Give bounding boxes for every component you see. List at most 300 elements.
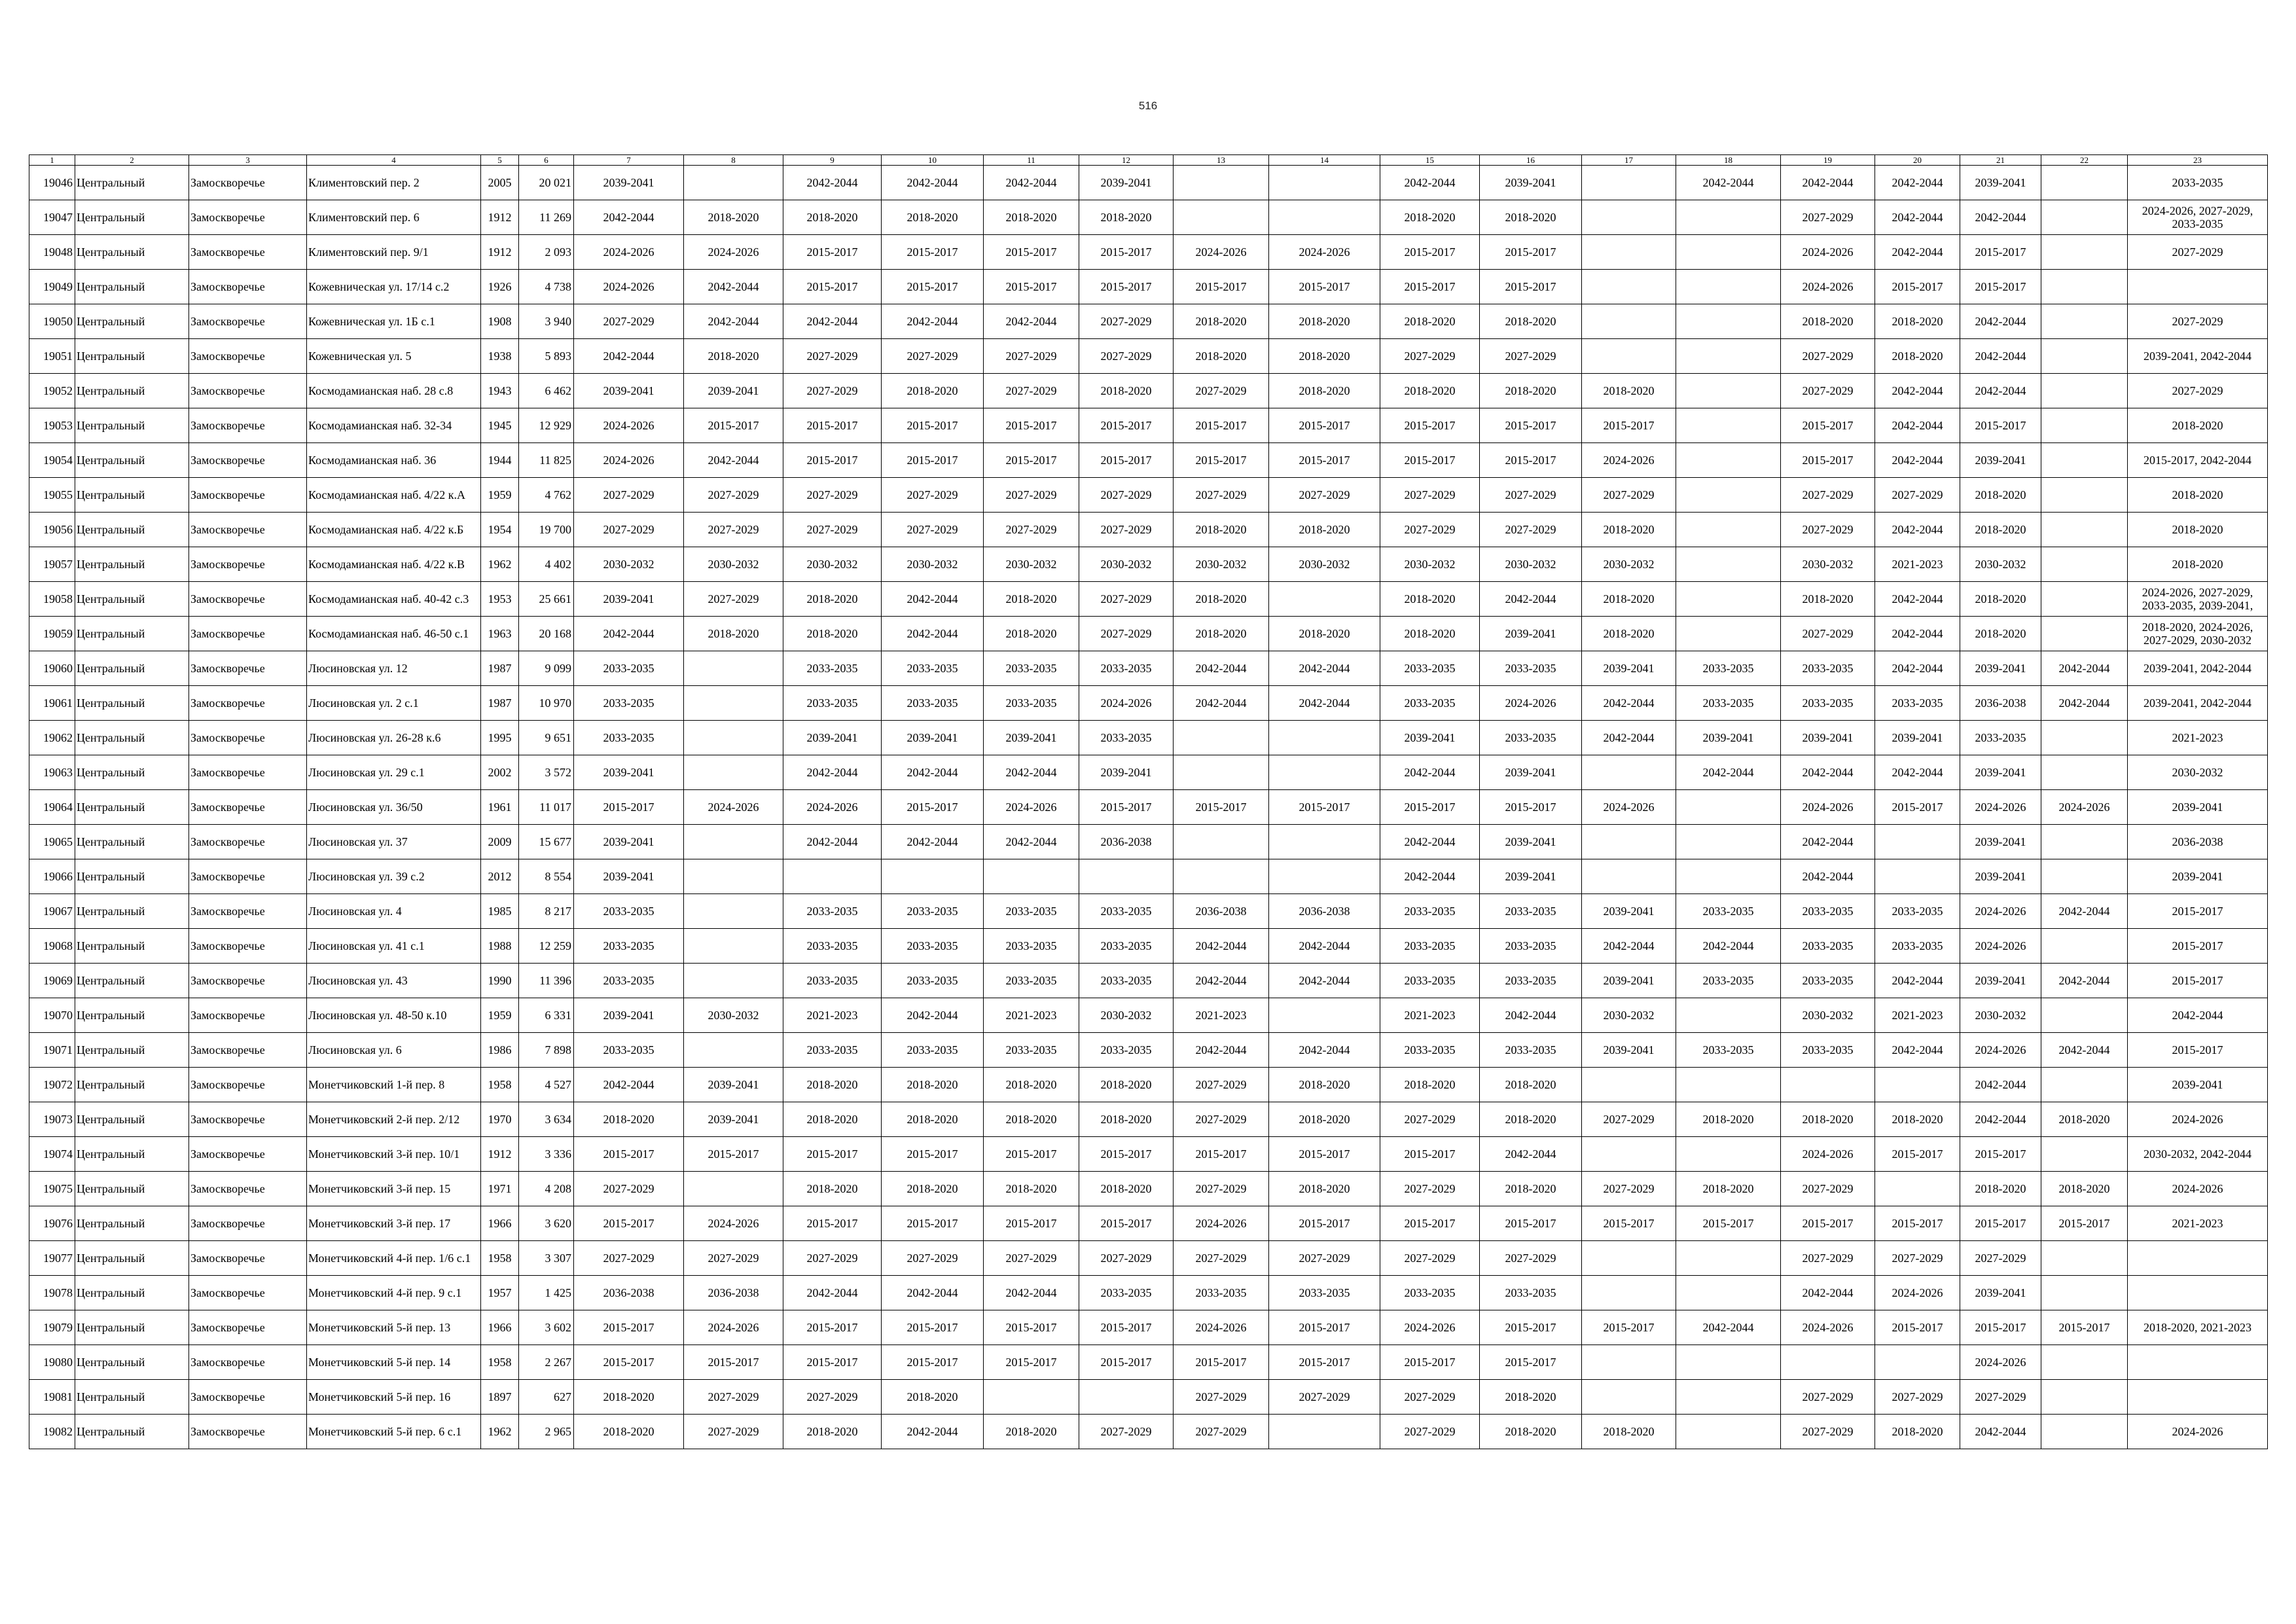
- table-cell: 2033-2035: [984, 964, 1079, 998]
- table-cell: 2039-2041: [1582, 651, 1676, 686]
- table-cell: 2018-2020: [2041, 1102, 2128, 1137]
- table-cell: 2018-2020: [1380, 374, 1480, 408]
- table-cell: 2015-2017: [1875, 1310, 1960, 1345]
- table-cell: 2024-2026: [574, 270, 684, 304]
- table-cell: [1875, 859, 1960, 894]
- table-cell: 2015-2017: [1079, 1206, 1174, 1241]
- table-cell: 2015-2017: [1269, 1137, 1380, 1172]
- table-cell: 1958: [481, 1345, 519, 1380]
- table-cell: 2021-2023: [1174, 998, 1269, 1033]
- table-cell: 2018-2020: [1960, 513, 2041, 547]
- table-cell: 2018-2020: [1960, 1172, 2041, 1206]
- table-cell: 2039-2041: [1380, 721, 1480, 755]
- table-cell: Космодамианская наб. 40-42 с.3: [307, 582, 481, 617]
- table-cell: 2018-2020: [1676, 1172, 1781, 1206]
- table-cell: Замоскворечье: [189, 1380, 307, 1415]
- table-row: [29, 1276, 2268, 1310]
- table-cell: Климентовский пер. 2: [307, 166, 481, 200]
- table-cell: 2021-2023: [1875, 547, 1960, 582]
- table-cell: 19074: [29, 1137, 75, 1172]
- table-cell: Люсиновская ул. 26-28 к.6: [307, 721, 481, 755]
- table-cell: 2027-2029: [1174, 1380, 1269, 1415]
- table-cell: [1269, 200, 1380, 235]
- table-cell: Центральный: [75, 998, 189, 1033]
- table-cell: 19057: [29, 547, 75, 582]
- table-cell: [1676, 478, 1781, 513]
- table-cell: 2033-2035: [1079, 929, 1174, 964]
- table-cell: 2 093: [519, 235, 574, 270]
- table-cell: 2018-2020: [1676, 1102, 1781, 1137]
- table-cell: 2024-2026: [1582, 443, 1676, 478]
- table-cell: 2033-2035: [1676, 1033, 1781, 1068]
- table-cell: 2042-2044: [1781, 1276, 1875, 1310]
- table-cell: 2042-2044: [1269, 929, 1380, 964]
- table-cell: [2041, 582, 2128, 617]
- table-cell: 2027-2029: [783, 513, 882, 547]
- table-cell: 4 402: [519, 547, 574, 582]
- table-cell: [2128, 1276, 2268, 1310]
- table-cell: [2041, 825, 2128, 859]
- table-cell: Монетчиковский 2-й пер. 2/12: [307, 1102, 481, 1137]
- table-cell: 2033-2035: [1781, 651, 1875, 686]
- table-cell: 2036-2038: [684, 1276, 783, 1310]
- table-cell: [1676, 513, 1781, 547]
- table-cell: 2036-2038: [2128, 825, 2268, 859]
- table-cell: [2041, 929, 2128, 964]
- table-cell: 2021-2023: [783, 998, 882, 1033]
- table-cell: 2039-2041: [1480, 859, 1582, 894]
- table-cell: 6 462: [519, 374, 574, 408]
- table-cell: 2015-2017: [1079, 1345, 1174, 1380]
- table-cell: Центральный: [75, 755, 189, 790]
- table-cell: [1269, 825, 1380, 859]
- table-cell: 2018-2020: [984, 200, 1079, 235]
- table-cell: Центральный: [75, 235, 189, 270]
- table-cell: Центральный: [75, 894, 189, 929]
- table-cell: 2042-2044: [882, 1276, 984, 1310]
- table-cell: Центральный: [75, 1172, 189, 1206]
- table-cell: 2033-2035: [1875, 894, 1960, 929]
- table-cell: [1676, 270, 1781, 304]
- table-cell: Центральный: [75, 408, 189, 443]
- table-cell: 1988: [481, 929, 519, 964]
- table-cell: [1875, 1172, 1960, 1206]
- table-cell: [1676, 998, 1781, 1033]
- table-cell: 2015-2017: [1380, 1137, 1480, 1172]
- table-cell: 2015-2017: [1380, 1345, 1480, 1380]
- table-cell: 2036-2038: [1960, 686, 2041, 721]
- table-cell: 2027-2029: [2128, 374, 2268, 408]
- table-cell: Центральный: [75, 1310, 189, 1345]
- column-header: 23: [2128, 155, 2268, 166]
- table-cell: Центральный: [75, 1206, 189, 1241]
- table-cell: 2027-2029: [1079, 1415, 1174, 1449]
- table-cell: [1582, 859, 1676, 894]
- table-cell: 2015-2017: [1079, 443, 1174, 478]
- table-cell: 2015-2017: [1174, 790, 1269, 825]
- table-cell: 1990: [481, 964, 519, 998]
- table-cell: 2015-2017: [1174, 408, 1269, 443]
- table-cell: Центральный: [75, 686, 189, 721]
- table-cell: 19075: [29, 1172, 75, 1206]
- table-cell: [1676, 547, 1781, 582]
- table-cell: [2041, 1276, 2128, 1310]
- table-cell: 2018-2020: [1960, 478, 2041, 513]
- table-cell: 2033-2035: [984, 686, 1079, 721]
- table-cell: 19061: [29, 686, 75, 721]
- table-cell: 2033-2035: [1079, 721, 1174, 755]
- table-cell: 2015-2017: [1380, 790, 1480, 825]
- table-cell: 2015-2017: [1875, 270, 1960, 304]
- table-cell: 2027-2029: [1380, 339, 1480, 374]
- table-cell: 2012: [481, 859, 519, 894]
- table-cell: [2041, 547, 2128, 582]
- table-cell: 8 217: [519, 894, 574, 929]
- table-cell: 20 021: [519, 166, 574, 200]
- table-cell: 2039-2041: [2128, 790, 2268, 825]
- table-cell: 2015-2017: [1875, 1137, 1960, 1172]
- table-cell: Центральный: [75, 374, 189, 408]
- table-cell: 2018-2020: [984, 1415, 1079, 1449]
- column-header: 8: [684, 155, 783, 166]
- table-cell: Люсиновская ул. 37: [307, 825, 481, 859]
- table-cell: Люсиновская ул. 2 с.1: [307, 686, 481, 721]
- table-cell: 2042-2044: [2128, 998, 2268, 1033]
- table-cell: 2033-2035: [1676, 964, 1781, 998]
- table-cell: 2009: [481, 825, 519, 859]
- table-cell: Замоскворечье: [189, 1345, 307, 1380]
- table-cell: 2042-2044: [783, 166, 882, 200]
- table-cell: 2018-2020, 2024-2026, 2027-2029, 2030-2032: [2128, 617, 2268, 651]
- table-cell: 2018-2020: [1582, 1415, 1676, 1449]
- table-cell: Центральный: [75, 1068, 189, 1102]
- table-cell: [2041, 998, 2128, 1033]
- table-cell: 2018-2020: [1380, 200, 1480, 235]
- table-cell: 2027-2029: [1174, 1068, 1269, 1102]
- table-cell: 2033-2035: [1380, 929, 1480, 964]
- table-row: [29, 755, 2268, 790]
- table-cell: 2030-2032: [684, 547, 783, 582]
- table-cell: 2042-2044: [1480, 582, 1582, 617]
- table-cell: 2015-2017: [684, 1345, 783, 1380]
- table-cell: 2027-2029: [684, 513, 783, 547]
- table-cell: 2027-2029: [882, 339, 984, 374]
- table-cell: 2039-2041: [1960, 166, 2041, 200]
- table-cell: [783, 859, 882, 894]
- table-row: [29, 408, 2268, 443]
- table-cell: 2024-2026: [684, 1310, 783, 1345]
- table-cell: 2024-2026: [1960, 1033, 2041, 1068]
- table-cell: 2042-2044: [1269, 964, 1380, 998]
- table-cell: 2027-2029: [1960, 1241, 2041, 1276]
- table-cell: 3 940: [519, 304, 574, 339]
- table-cell: 2015-2017: [1582, 1310, 1676, 1345]
- column-header: 10: [882, 155, 984, 166]
- table-cell: [2041, 1137, 2128, 1172]
- table-cell: [2041, 1241, 2128, 1276]
- table-cell: 2042-2044: [684, 270, 783, 304]
- table-cell: 2018-2020: [1875, 304, 1960, 339]
- table-cell: 19064: [29, 790, 75, 825]
- table-cell: 2042-2044: [1269, 1033, 1380, 1068]
- table-row: [29, 1033, 2268, 1068]
- table-cell: 2015-2017: [783, 1206, 882, 1241]
- table-cell: 2042-2044: [1781, 859, 1875, 894]
- table-cell: [2041, 1345, 2128, 1380]
- table-cell: 2030-2032: [783, 547, 882, 582]
- table-cell: 1957: [481, 1276, 519, 1310]
- table-cell: 19078: [29, 1276, 75, 1310]
- table-cell: [2041, 755, 2128, 790]
- table-row: [29, 998, 2268, 1033]
- table-cell: 2015-2017: [1960, 1137, 2041, 1172]
- column-header: 11: [984, 155, 1079, 166]
- table-cell: 2018-2020: [1380, 617, 1480, 651]
- table-cell: 2015-2017: [1781, 443, 1875, 478]
- table-cell: Замоскворечье: [189, 721, 307, 755]
- table-cell: 2027-2029: [1380, 1102, 1480, 1137]
- table-cell: 11 825: [519, 443, 574, 478]
- table-cell: 2033-2035: [1480, 651, 1582, 686]
- table-cell: 2024-2026: [1781, 235, 1875, 270]
- table-cell: [1676, 408, 1781, 443]
- table-cell: [1582, 166, 1676, 200]
- table-cell: 2027-2029: [1781, 1415, 1875, 1449]
- table-row: [29, 686, 2268, 721]
- table-cell: [1582, 339, 1676, 374]
- column-header: 14: [1269, 155, 1380, 166]
- table-cell: [1676, 443, 1781, 478]
- table-cell: 2039-2041: [1582, 894, 1676, 929]
- table-cell: 2015-2017: [1380, 408, 1480, 443]
- table-cell: 2018-2020: [1781, 582, 1875, 617]
- table-cell: 2027-2029: [882, 478, 984, 513]
- table-cell: 2018-2020: [1380, 304, 1480, 339]
- table-cell: 2027-2029: [684, 1415, 783, 1449]
- table-cell: 2024-2026: [2128, 1172, 2268, 1206]
- table-cell: Центральный: [75, 929, 189, 964]
- table-cell: 2042-2044: [1676, 1310, 1781, 1345]
- table-cell: Люсиновская ул. 48-50 к.10: [307, 998, 481, 1033]
- table-cell: 2039-2041: [1480, 166, 1582, 200]
- table-cell: 2024-2026: [1269, 235, 1380, 270]
- table-cell: 2015-2017: [1480, 1310, 1582, 1345]
- table-cell: 2018-2020, 2021-2023: [2128, 1310, 2268, 1345]
- table-cell: 2024-2026: [1781, 1137, 1875, 1172]
- table-cell: 2042-2044: [1875, 200, 1960, 235]
- table-cell: 2015-2017: [984, 1137, 1079, 1172]
- table-cell: [2128, 270, 2268, 304]
- table-cell: 2027-2029: [984, 1241, 1079, 1276]
- table-cell: 2030-2032: [1480, 547, 1582, 582]
- table-cell: 2015-2017: [1174, 1137, 1269, 1172]
- table-body: [29, 166, 2268, 1449]
- table-cell: 2015-2017: [984, 408, 1079, 443]
- table-cell: Центральный: [75, 1415, 189, 1449]
- table-cell: 6 331: [519, 998, 574, 1033]
- table-cell: 2033-2035: [984, 929, 1079, 964]
- table-cell: Монетчиковский 3-й пер. 17: [307, 1206, 481, 1241]
- column-header: 2: [75, 155, 189, 166]
- table-cell: 19051: [29, 339, 75, 374]
- table-cell: Замоскворечье: [189, 825, 307, 859]
- table-cell: 2039-2041: [1480, 825, 1582, 859]
- table-cell: 2027-2029: [984, 513, 1079, 547]
- table-cell: [1269, 721, 1380, 755]
- table-row: [29, 1102, 2268, 1137]
- table-cell: 2036-2038: [1079, 825, 1174, 859]
- table-cell: 2015-2017: [783, 270, 882, 304]
- table-cell: 2027-2029: [1079, 1241, 1174, 1276]
- table-cell: 2024-2026: [1480, 686, 1582, 721]
- table-row: [29, 166, 2268, 200]
- column-header: 1: [29, 155, 75, 166]
- table-cell: 2015-2017: [1480, 270, 1582, 304]
- table-cell: 2015-2017: [882, 1206, 984, 1241]
- table-cell: 2027-2029: [984, 339, 1079, 374]
- table-row: [29, 651, 2268, 686]
- table-cell: 2042-2044: [1875, 964, 1960, 998]
- table-cell: 2015-2017: [984, 1345, 1079, 1380]
- table-cell: 2027-2029: [1380, 1172, 1480, 1206]
- table-cell: 2018-2020: [1480, 1415, 1582, 1449]
- table-cell: 2027-2029: [882, 513, 984, 547]
- table-cell: 2030-2032: [1582, 547, 1676, 582]
- table-cell: 2027-2029: [1079, 513, 1174, 547]
- table-cell: 2024-2026: [1781, 270, 1875, 304]
- table-cell: 2042-2044: [1960, 304, 2041, 339]
- table-cell: 2024-2026: [1582, 790, 1676, 825]
- table-cell: [1676, 1345, 1781, 1380]
- table-cell: 2018-2020: [2041, 1172, 2128, 1206]
- table-cell: [2041, 478, 2128, 513]
- table-cell: 2018-2020: [1079, 1068, 1174, 1102]
- table-cell: [1079, 1380, 1174, 1415]
- table-cell: 2030-2032: [1781, 998, 1875, 1033]
- table-cell: Люсиновская ул. 43: [307, 964, 481, 998]
- table-cell: Замоскворечье: [189, 651, 307, 686]
- table-cell: 2027-2029: [783, 374, 882, 408]
- table-cell: 19058: [29, 582, 75, 617]
- table-cell: [2041, 304, 2128, 339]
- table-cell: Монетчиковский 5-й пер. 6 с.1: [307, 1415, 481, 1449]
- table-cell: 11 269: [519, 200, 574, 235]
- table-cell: 2042-2044: [783, 825, 882, 859]
- table-cell: 2027-2029: [684, 1380, 783, 1415]
- table-cell: 2042-2044: [1380, 166, 1480, 200]
- table-cell: [2041, 1380, 2128, 1415]
- table-cell: [1676, 1415, 1781, 1449]
- table-cell: 19046: [29, 166, 75, 200]
- table-cell: 2018-2020: [1480, 1380, 1582, 1415]
- table-cell: 2033-2035: [1174, 1276, 1269, 1310]
- table-cell: 2042-2044: [882, 304, 984, 339]
- table-cell: 2042-2044: [574, 200, 684, 235]
- table-cell: 2027-2029: [1875, 1380, 1960, 1415]
- table-cell: 2015-2017: [1480, 790, 1582, 825]
- table-cell: 1954: [481, 513, 519, 547]
- table-cell: [684, 894, 783, 929]
- table-cell: 2018-2020: [684, 339, 783, 374]
- table-cell: 2033-2035: [1781, 964, 1875, 998]
- table-cell: 19079: [29, 1310, 75, 1345]
- column-header: 18: [1676, 155, 1781, 166]
- table-cell: Космодамианская наб. 46-50 с.1: [307, 617, 481, 651]
- table-cell: [1781, 1068, 1875, 1102]
- table-cell: 19047: [29, 200, 75, 235]
- table-cell: 2018-2020: [1875, 1415, 1960, 1449]
- table-cell: 2018-2020: [882, 374, 984, 408]
- table-cell: [1676, 200, 1781, 235]
- table-cell: 2027-2029: [1174, 478, 1269, 513]
- table-cell: 2042-2044: [1380, 859, 1480, 894]
- table-cell: Центральный: [75, 1241, 189, 1276]
- table-cell: 2015-2017: [684, 408, 783, 443]
- table-cell: Монетчиковский 5-й пер. 16: [307, 1380, 481, 1415]
- table-cell: 2042-2044: [1960, 1068, 2041, 1102]
- table-cell: 2018-2020: [984, 1172, 1079, 1206]
- table-cell: 2039-2041: [1480, 617, 1582, 651]
- table-cell: 2015-2017: [2041, 1206, 2128, 1241]
- table-cell: 2027-2029: [1079, 582, 1174, 617]
- table-cell: 2039-2041: [1875, 721, 1960, 755]
- table-cell: 2027-2029: [574, 1172, 684, 1206]
- table-cell: 2018-2020: [574, 1102, 684, 1137]
- table-cell: [684, 651, 783, 686]
- table-cell: 2027-2029: [1380, 1380, 1480, 1415]
- table-cell: 2030-2032: [1079, 998, 1174, 1033]
- table-cell: 2005: [481, 166, 519, 200]
- table-cell: 2042-2044: [1380, 825, 1480, 859]
- table-cell: 2033-2035: [1380, 651, 1480, 686]
- table-cell: 2018-2020: [1269, 339, 1380, 374]
- table-cell: 2042-2044: [984, 1276, 1079, 1310]
- table-cell: 2033-2035: [574, 929, 684, 964]
- table-cell: Замоскворечье: [189, 200, 307, 235]
- table-cell: Люсиновская ул. 12: [307, 651, 481, 686]
- table-cell: 2033-2035: [984, 894, 1079, 929]
- table-row: [29, 374, 2268, 408]
- table-cell: 2027-2029: [783, 1241, 882, 1276]
- table-cell: Центральный: [75, 790, 189, 825]
- table-cell: 2027-2029: [1079, 478, 1174, 513]
- table-cell: 2024-2026: [574, 443, 684, 478]
- table-cell: 2018-2020: [783, 1102, 882, 1137]
- table-cell: 2024-2026, 2027-2029, 2033-2035: [2128, 200, 2268, 235]
- table-cell: Космодамианская наб. 28 с.8: [307, 374, 481, 408]
- table-cell: 2039-2041: [574, 859, 684, 894]
- table-cell: 2024-2026: [574, 408, 684, 443]
- table-cell: 2018-2020: [684, 200, 783, 235]
- table-cell: 2024-2026: [1174, 1206, 1269, 1241]
- table-cell: 19059: [29, 617, 75, 651]
- table-cell: 2027-2029: [882, 1241, 984, 1276]
- table-cell: 2018-2020: [1480, 1172, 1582, 1206]
- table-cell: 2015-2017: [1480, 1206, 1582, 1241]
- table-cell: 2027-2029: [1875, 1241, 1960, 1276]
- table-row: [29, 1206, 2268, 1241]
- table-cell: 2015-2017: [1079, 790, 1174, 825]
- table-cell: [882, 859, 984, 894]
- table-cell: [1582, 1276, 1676, 1310]
- table-cell: 2030-2032: [1380, 547, 1480, 582]
- table-cell: 2015-2017: [2128, 894, 2268, 929]
- table-row: [29, 443, 2268, 478]
- table-cell: 2039-2041: [574, 166, 684, 200]
- table-cell: 2033-2035: [1781, 686, 1875, 721]
- table-cell: 2015-2017: [1480, 1345, 1582, 1380]
- table-cell: [684, 825, 783, 859]
